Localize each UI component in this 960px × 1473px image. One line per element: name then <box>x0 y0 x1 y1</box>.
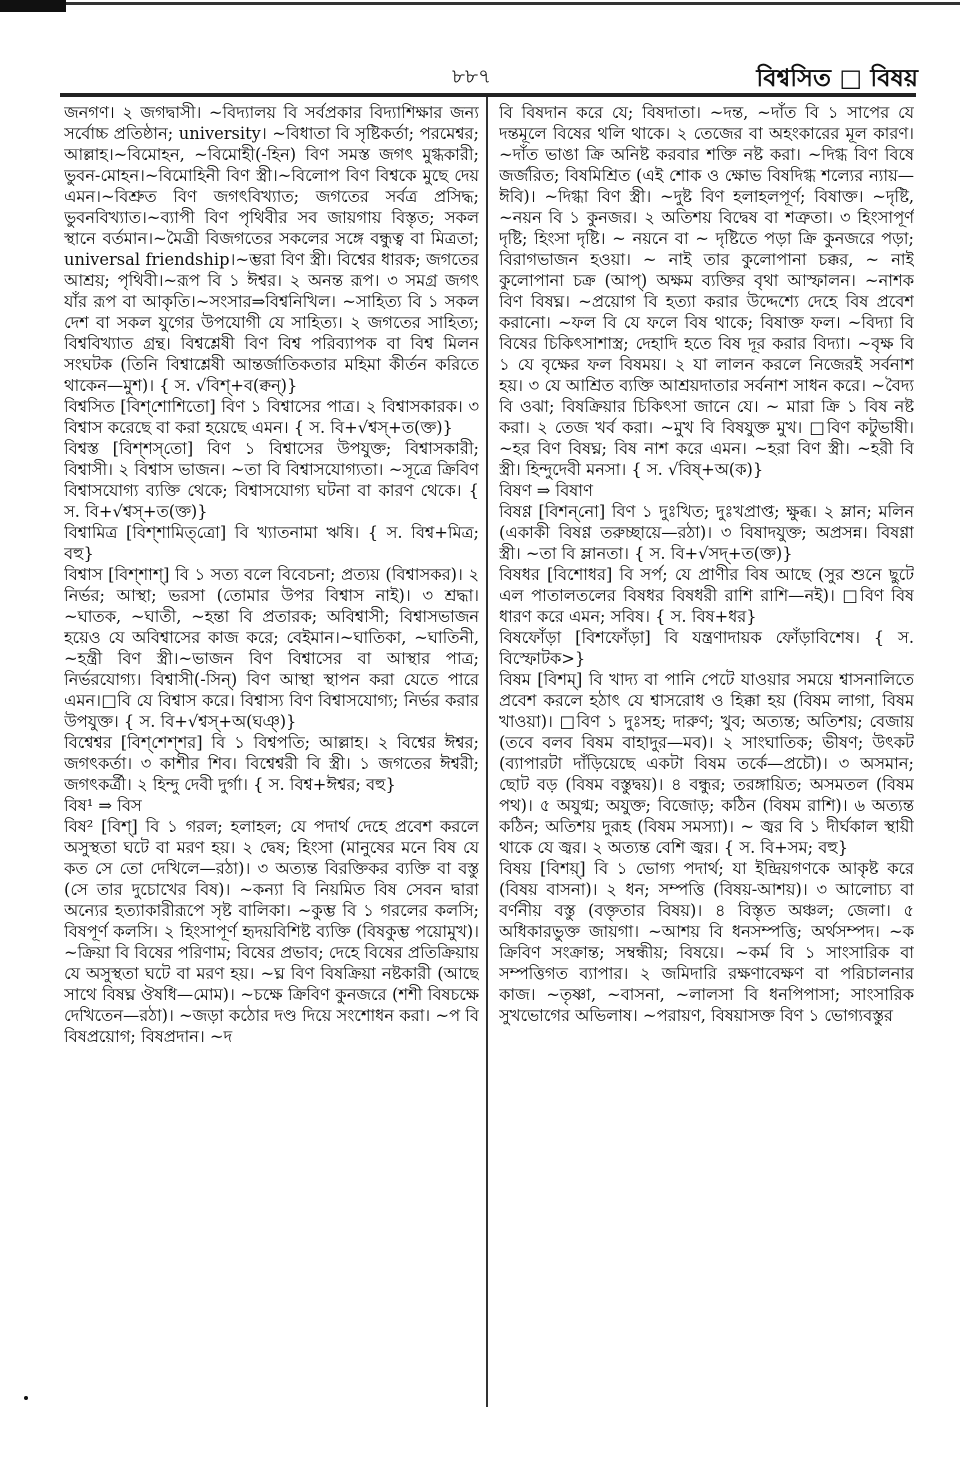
dictionary-entry: বিষফোঁড়া [বিশফোঁড়া] বি যন্ত্রণাদায়ক ফোঁড়াবিশেষ। { স. বিস্ফোটক>} <box>499 628 914 668</box>
scan-top-edge <box>0 0 960 14</box>
scan-mark <box>0 0 66 12</box>
scan-line <box>66 2 960 5</box>
running-head: বিশ্বসিত □ বিষয় <box>756 63 918 92</box>
dictionary-entry: বিষণ ⇒ বিষাণ <box>499 481 593 500</box>
dictionary-entry: বিশ্বসিত [বিশ্‌শোশিতো] বিণ ১ বিশ্বাসের পাত্র। ২ বিশ্বাসকারক। ৩ বিশ্বাস করেছে বা করা হয়েছে এমন। { স. বি+√শ্বস্‌+ত(ক্ত)} <box>64 397 479 437</box>
dictionary-entry: বিষণ্ণ [বিশন্‌নো] বিণ ১ দুঃখিত; দুঃখপ্রাপ্ত; ক্ষুব্ধ। ২ ম্লান; মলিন (একাকী বিষণ্ণ তরুচ্ছায়ে—রঠা)। ৩ বিষাদযুক্ত; অপ্রসন্ন। বিষণ্ণা স্ত্রী। ~তা বি ম্লানতা। { স. বি+√সদ্‌+ত(ক্ত)} <box>499 502 914 563</box>
dictionary-entry: বিষধর [বিশোধর] বি সর্প; যে প্রাণীর বিষ আছে (সুর শুনে ছুটে এল পাতালতলের বিষধর বিষধরী রাশি রাশি—নই)। □বিণ বিষ ধারণ করে এমন; সবিষ। { স. বিষ+ধর} <box>499 565 914 626</box>
dictionary-entry: বিশ্বাস [বিশ্‌শাশ্‌] বি ১ সত্য বলে বিবেচনা; প্রত্যয় (বিশ্বাসকর)। ২ নির্ভর; আস্থা; ভরসা (তোমার উপর বিশ্বাস নাই)। ৩ শ্রদ্ধা। ~ঘাতক, ~ঘাতী, ~হন্তা বি প্রতারক; অবিশ্বাসী; বিশ্বাসভাজন হয়েও যে অবিশ্বাসের কাজ করে; বেইমান।~ঘাতিকা, ~ঘাতিনী, ~হন্ত্রী বিণ স্ত্রী।~ভাজন বিণ বিশ্বাসের বা আস্থার পাত্র; নির্ভরযোগ্য। বিশ্বাসী(-সিন্‌) বিণ আস্থা স্থাপন করা যেতে পারে এমন।□বি যে বিশ্বাস করে। বিশ্বাস্য বিণ বিশ্বাসযোগ্য; নির্ভর করার উপযুক্ত। { স. বি+√শ্বস্‌+অ(ঘঞ্‌)} <box>64 565 479 731</box>
dictionary-entry: বি বিষদান করে যে; বিষদাতা। ~দন্ত, ~দাঁত বি ১ সাপের যে দন্তমূলে বিষের থলি থাকে। ২ তেজের বা অহংকারের মূল কারণ। ~দাঁত ভাঙা ক্রি অনিষ্ট করবার শক্তি নষ্ট করা। ~দিগ্ধ বিণ বিষে জর্জরিত; বিষমিশ্রিত (এই শোক ও ক্ষোভ বিষদিগ্ধ শল্যের ন্যায়—ঈবি)। ~দিগ্ধা বিণ স্ত্রী। ~দুষ্ট বিণ হলাহলপূর্ণ; বিষাক্ত। ~দৃষ্টি, ~নয়ন বি ১ কুনজর। ২ অতিশয় বিদ্বেষ বা শত্রুতা। ৩ হিংসাপূর্ণ দৃষ্টি; হিংসা দৃষ্টি। ~ নয়নে বা ~ দৃষ্টিতে পড়া ক্রি কুনজরে পড়া; বিরাগভাজন হওয়া। ~ নাই তার কুলোপানা চক্কর, ~ নাই কুলোপানা চক্র (আপ্‌) অক্ষম ব্যক্তির বৃথা আস্ফালন। ~নাশক বিণ বিষঘ্ন। ~প্রয়োগ বি হত্যা করার উদ্দেশ্যে দেহে বিষ প্রবেশ করানো। ~ফল বি যে ফলে বিষ থাকে; বিষাক্ত ফল। ~বিদ্যা বি বিষের চিকিৎসাশাস্ত্র; দেহাদি হতে বিষ দূর করার বিদ্যা। ~বৃক্ষ বি ১ যে বৃক্ষের ফল বিষময়। ২ যা লালন করলে নিজেরই সর্বনাশ হয়। ৩ যে আশ্রিত ব্যক্তি আশ্রয়দাতার সর্বনাশ সাধন করে। ~বৈদ্য বি ওঝা; বিষক্রিয়ার চিকিৎসা জানে যে। ~ মারা ক্রি ১ বিষ নষ্ট করা। ২ তেজ খর্ব করা। ~মুখ বি বিষযুক্ত মুখ। □বিণ কটুভাষী। ~হর বিণ বিষঘ্ন; বিষ নাশ করে এমন। ~হরা বিণ স্ত্রী। ~হরী বি স্ত্রী। হিন্দুদেবী মনসা। { স. √বিষ্‌+অ(ক)} <box>499 103 914 479</box>
right-column <box>499 102 914 1407</box>
dictionary-entry: বিশ্বস্ত [বিশ্‌শস্‌তো] বিণ ১ বিশ্বাসের উপযুক্ত; বিশ্বাসকারী; বিশ্বাসী। ২ বিশ্বাস ভাজন। ~তা বি বিশ্বাসযোগ্যতা। ~সূত্রে ক্রিবিণ বিশ্বাসযোগ্য ব্যক্তি থেকে; বিশ্বাসযোগ্য ঘটনা বা কারণ থেকে। { স. বি+√শ্বস্‌+ত(ক্ত)} <box>64 439 479 521</box>
dictionary-entry: বিষয় [বিশয়্‌] বি ১ ভোগ্য পদার্থ; যা ইন্দ্রিয়গণকে আকৃষ্ট করে (বিষয় বাসনা)। ২ ধন; সম্পত্তি (বিষয়-আশয়)। ৩ আলোচ্য বা বর্ণনীয় বস্তু (বক্তৃতার বিষয়)। ৪ বিস্তৃত অঞ্চল; জেলা। ৫ অধিকারভুক্ত জায়গা। ~আশয় বি ধনসম্পত্তি; অর্থসম্পদ। ~ক ক্রিবিণ সংক্রান্ত; সম্বন্ধীয়; বিষয়ে। ~কর্ম বি ১ সাংসারিক বা সম্পত্তিগত ব্যাপার। ২ জমিদারি রক্ষণাবেক্ষণ বা পরিচালনার কাজ। ~তৃষ্ণা, ~বাসনা, ~লালসা বি ধনপিপাসা; সাংসারিক সুখভোগের অভিলাষ। ~পরায়ণ, বিষয়াসক্ত বিণ ১ ভোগ্যবস্তুর <box>499 859 914 1025</box>
column-divider <box>486 97 488 1407</box>
header-rule <box>60 93 916 97</box>
left-column <box>64 102 479 1407</box>
dictionary-entry: বিশ্বামিত্র [বিশ্‌শামিত্‌ত্রো] বি খ্যাতনামা ঋষি। { স. বিশ্ব+মিত্র; বহু} <box>64 523 479 563</box>
dictionary-entry: বিশ্বেশ্বর [বিশ্‌শেশ্‌শর] বি ১ বিশ্বপতি; আল্লাহ। ২ বিশ্বের ঈশ্বর; জগৎকর্তা। ৩ কাশীর শিব। বিশ্বেশ্বরী বি স্ত্রী। ১ জগতের ঈশ্বরী; জগৎকর্ত্রী। ২ হিন্দু দেবী দুর্গা। { স. বিশ্ব+ঈশ্বর; বহু} <box>64 733 479 794</box>
dictionary-entry: বিষম [বিশম্‌] বি খাদ্য বা পানি পেটে যাওয়ার সময়ে শ্বাসনালিতে প্রবেশ করলে হঠাৎ যে শ্বাসরোধ ও হিক্কা হয় (বিষম লাগা, বিষম খাওয়া)। □বিণ ১ দুঃসহ; দারুণ; খুব; অত্যন্ত; অতিশয়; বেজায় (তবে বলব বিষম বাহাদুর—মব)। ২ সাংঘাতিক; ভীষণ; উৎকট (ব্যাপারটা দাঁড়িয়েছে একটা বিষম তর্কে—প্রচৌ)। ৩ অসমান; ছোট বড় (বিষম বস্তুদ্বয়)। ৪ বন্ধুর; তরঙ্গায়িত; অসমতল (বিষম পথ)। ৫ অযুগ্ম; অযুক্ত; বিজোড়; কঠিন (বিষম রাশি)। ৬ অত্যন্ত কঠিন; অতিশয় দুরূহ (বিষম সমস্যা)। ~ জ্বর বি ১ দীর্ঘকাল স্থায়ী থাকে যে জ্বর। ২ অত্যন্ত বেশি জ্বর। { স. বি+সম; বহু} <box>499 670 914 857</box>
page-number: ৮৮৭ <box>452 64 491 88</box>
margin-dot <box>24 1396 28 1400</box>
dictionary-entry: বিষ¹ ⇒ বিস <box>64 796 142 815</box>
dictionary-entry: জনগণ। ২ জগদ্বাসী। ~বিদ্যালয় বি সর্বপ্রকার বিদ্যাশিক্ষার জন্য সর্বোচ্চ প্রতিষ্ঠান; university। ~বিধাতা বি সৃষ্টিকর্তা; পরমেশ্বর; আল্লাহ।~বিমোহন, ~বিমোহী(-হিন) বিণ সমস্ত জগৎ মুগ্ধকারী; ভুবন-মোহন।~বিমোহিনী বিণ স্ত্রী।~বিলোপ বিণ বিশ্বকে মুছে দেয় এমন।~বিশ্রুত বিণ জগৎবিখ্যাত; জগতের সর্বত্র প্রসিদ্ধ; ভুবনবিখ্যাত।~ব্যাপী বিণ পৃথিবীর সব জায়গায় বিস্তৃত; সকল স্থানে বর্তমান।~মৈত্রী বিজগতের সকলের সঙ্গে বন্ধুত্ব বা মিত্রতা; universal friendship।~ম্ভরা বিণ স্ত্রী। বিশ্বের ধারক; জগতের আশ্রয়; পৃথিবী।~রূপ বি ১ ঈশ্বর। ২ অনন্ত রূপ। ৩ সমগ্র জগৎ যাঁর রূপ বা আকৃতি।~সংসার⇒বিশ্বনিখিল। ~সাহিত্য বি ১ সকল দেশ বা সকল যুগের উপযোগী যে সাহিত্য। ২ জগতের সাহিত্য; বিশ্ববিখ্যাত গ্রন্থ। বিশ্বশ্লেষী বিণ বিশ্ব পরিব্যাপক বা বিশ্ব মিলন সংঘটক (তিনি বিশ্বাশ্লেষী আন্তর্জাতিকতার মহিমা কীর্তন করিতে থাকেন—মুশ)। { স. √বিশ্‌+ব(ক্বন্‌)} <box>64 103 479 395</box>
dictionary-entry: বিষ² [বিশ্‌] বি ১ গরল; হলাহল; যে পদার্থ দেহে প্রবেশ করলে অসুস্থতা ঘটে বা মরণ হয়। ২ দ্বেষ; হিংসা (মানুষের মনে বিষ যে কত সে তো দেখিলে—রঠা)। ৩ অত্যন্ত বিরক্তিকর ব্যক্তি বা বস্তু (সে তার দুচোখের বিষ)। ~কন্যা বি নিয়মিত বিষ সেবন দ্বারা অন্যের হত্যাকারীরূপে সৃষ্ট বালিকা। ~কুম্ভ বি ১ গরলের কলসি; বিষপূর্ণ কলসি। ২ হিংসাপূর্ণ হৃদয়বিশিষ্ট ব্যক্তি (বিষকুম্ভ পয়োমুখ)। ~ক্রিয়া বি বিষের পরিণাম; বিষের প্রভাব; দেহে বিষের প্রতিক্রিয়ায় যে অসুস্থতা ঘটে বা মরণ হয়। ~ঘ্ন বিণ বিষক্রিয়া নষ্টকারী (আছে সাথে বিষঘ্ন ঔষধি—মোম)। ~চক্ষে ক্রিবিণ কুনজরে (শশী বিষচক্ষে দেখিতেন—রঠা)। ~জড়া কঠোর দণ্ড দিয়ে সংশোধন করা। ~প বি বিষপ্রয়োগ; বিষপ্রদান। ~দ <box>64 817 479 1046</box>
